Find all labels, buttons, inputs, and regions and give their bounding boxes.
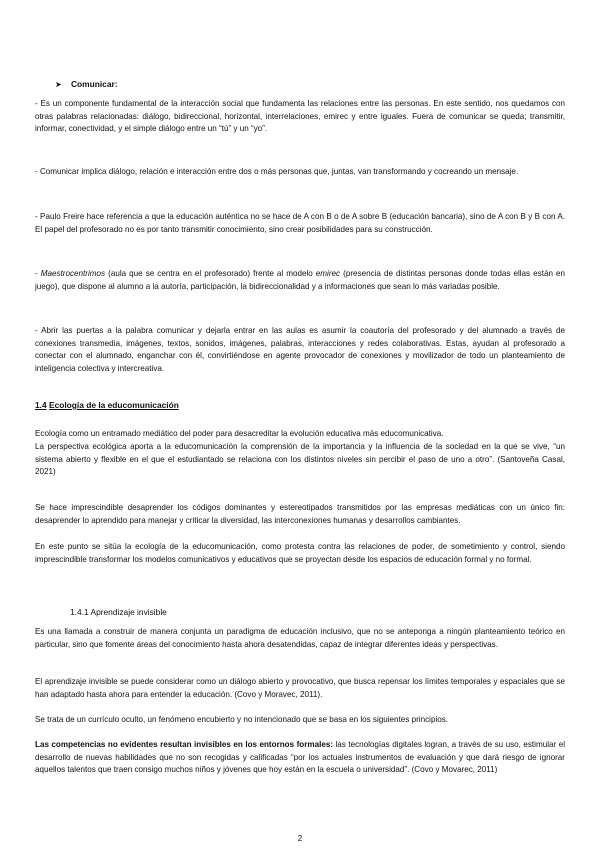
- invisible-paragraph-3: Se trata de un currículo oculto, un fenómeno encubierto y no intencionado que se basa en los siguientes principios.: [35, 715, 449, 724]
- maestrocentrismo-paragraph: [35, 268, 565, 293]
- section-1-4-heading: [35, 399, 179, 411]
- section-1-4-number: 1.4: [35, 400, 47, 410]
- competencias-paragraph: [35, 739, 565, 777]
- comunicar-paragraph-2: - Comunicar implica diálogo, relación e interacción entre dos o más personas que, juntas, van transformando y cocreando un mensaje.: [35, 167, 519, 176]
- maestrocentrimos-term: Maestrocentrimos: [40, 269, 106, 278]
- maestro-prefix: -: [35, 269, 41, 278]
- comunicar-heading: [55, 78, 118, 91]
- comunicar-heading-label: Comunicar:: [71, 79, 118, 89]
- ecologia-line-1: Ecología como un entramado mediático del poder para desacreditar la evolución educativa más educomunicativa.: [35, 429, 444, 438]
- section-1-4-1-heading: 1.4.1 Aprendizaje invisible: [70, 607, 167, 617]
- emirec-term: emirec: [315, 269, 341, 278]
- maestro-middle: (aula que se centra en el profesorado) frente al modelo: [105, 269, 316, 278]
- comunicar-paragraph-3: - Paulo Freire hace referencia a que la educación auténtica no se hace de A con B o de A sobre B (educación bancaria), sino de A con B y B con A. El papel del profesorado no es por tanto transmitir conocimiento, sino crear posibilidades para su construcción.: [35, 212, 565, 234]
- desaprender-line-1: Se hace imprescindible desaprender los códigos dominantes y estereotipados transmitidos por las empresas mediáticas con un único fin: desaprender lo aprendido para manejar y criticar la diversidad, las interconexiones humanas y desarrollos cambiantes.: [35, 503, 565, 525]
- competencias-bold-lead: Las competencias no evidentes resultan invisibles en los entornos formales:: [35, 740, 334, 749]
- invisible-paragraph-2: El aprendizaje invisible se puede considerar como un diálogo abierto y provocativo, que busca repensar los límites temporales y espaciales que se han adaptado hasta ahora para entender la educación. (Covo y Moravec, 2011).: [35, 677, 565, 699]
- maestro-rest: (presencia de distintas personas donde todas ellas están en juego), que dispone al alumno a la autoría, participación, la bidireccionalidad y a informaciones que sean lo más variadas posible.: [35, 269, 565, 291]
- ecologia-line-2: La perspectiva ecológica aporta a la educomunicación la comprensión de la importancia y la influencia de la sociedad en la que se vive, “un sistema abierto y flexible en el que el estudiantado se relaciona con los distintos niveles sin percibir el paso de uno a otro”. (Santoveña Casal, 2021): [35, 442, 565, 477]
- arrow-bullet-icon: ➤: [55, 80, 62, 89]
- comunicar-paragraph-1: - Es un componente fundamental de la interacción social que fundamenta las relaciones entre las personas. En este sentido, nos quedamos con otras palabras relacionadas: diálogo, bidireccional, horizontal, interrelaciones, emirec y entre iguales. Fuera de comunicar se queda; transmitir, informar, conectividad, y el simple diálogo entre un “tú” y un “yo”.: [35, 99, 565, 134]
- abrir-puertas-paragraph: - Abrir las puertas a la palabra comunicar y dejarla entrar en las aulas es asumir la coautoría del profesorado y del alumnado a través de conexiones transmedia, imágenes, textos, sonidos, imágenes, palabras, interacciones y redes colaborativas. Estas, ayudan al profesorado a conectar con el alumnado, enganchar con él, convirtiéndose en agente provocador de conexiones y movilizador de todo un planteamiento de inteligencia colectiva y intercreativa.: [35, 326, 565, 373]
- page-number: 2: [297, 834, 303, 843]
- section-1-4-title: Ecología de la educomunicación: [48, 400, 179, 410]
- desaprender-line-2: En este punto se sitúa la ecología de la educomunicación, como protesta contra las relaciones de poder, de sometimiento y control, siendo imprescindible transformar los modelos comunicativos y educativos que se proyectan desde los espacios de educación formal y no formal.: [35, 542, 565, 564]
- competencias-rest: las tecnologías digitales logran, a través de su uso, estimular el desarrollo de nuevas habilidades que no son recogidas y calificadas “por los actuales instrumentos de evaluación y que dará riesgo de ignorar aquellos talentos que traen consigo muchos niños y jóvenes que hoy están en la escuela o universidad”. (Covo y Movarec, 2011): [35, 740, 565, 775]
- invisible-paragraph-1: Es una llamada a construir de manera conjunta un paradigma de educación inclusivo, que no se anteponga a ningún planteamiento teórico en particular, sino que fomente áreas del conocimiento hasta ahora desatendidas, capaz de integrar diferentes ideas y perspectivas.: [35, 627, 565, 649]
